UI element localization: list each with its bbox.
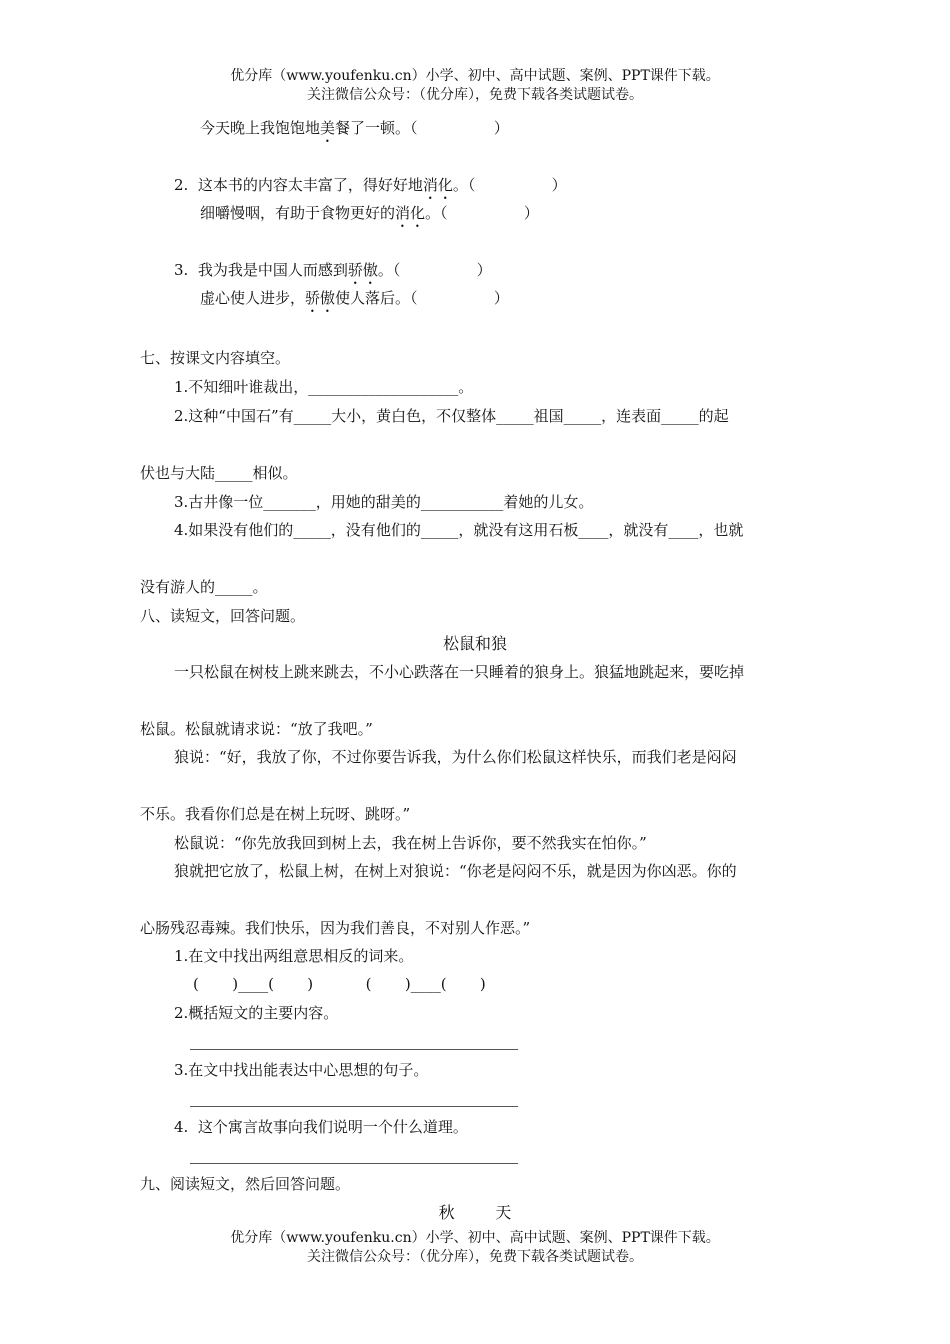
- passage-p3: 松鼠说：“你先放我回到树上去，我在树上告诉你，要不然我实在怕你。”: [174, 834, 647, 852]
- emphasis-word: 骄傲: [347, 261, 378, 279]
- emphasis-word: 美: [320, 119, 336, 137]
- passage-p1a: 一只松鼠在树枝上跳来跳去，不小心跌落在一只睡着的狼身上。狼猛地跳起来，要吃掉: [174, 663, 745, 681]
- sec8-q4: 4. 这个寓言故事向我们说明一个什么道理。: [174, 1118, 468, 1136]
- sec8-q3: 3.在文中找出能表达中心思想的句子。: [174, 1061, 429, 1079]
- q6-3b: 虚心使人进步，骄傲使人落后。（ ）: [200, 289, 509, 307]
- sec8-q1-blanks: ( )____( ) ( )____( ): [193, 975, 486, 993]
- passage-p4b: 心肠残忍毒辣。我们快乐，因为我们善良，不对别人作恶。”: [140, 919, 531, 937]
- passage-p1b: 松鼠。松鼠就请求说：“放了我吧。”: [140, 720, 373, 738]
- answer-line: [190, 1106, 518, 1107]
- q6-2b: 细嚼慢咽，有助于食物更好的消化。（ ）: [200, 204, 539, 222]
- sec7-q4a: 4.如果没有他们的_____，没有他们的_____，就没有这用石板____，就没有____，也就: [174, 521, 744, 539]
- q6-3a: 3. 我为我是中国人而感到骄傲。（ ）: [174, 261, 492, 279]
- emphasis-word: 消化: [395, 204, 426, 222]
- header-line-2: 关注微信公众号：（优分库），免费下载各类试题试卷。: [307, 87, 643, 103]
- sec7-q1: 1.不知细叶谁裁出，____________________。: [174, 378, 474, 396]
- sec9-heading: 九、阅读短文，然后回答问题。: [140, 1175, 351, 1193]
- sec7-heading: 七、按课文内容填空。: [140, 349, 291, 367]
- emphasis-word: 骄傲: [305, 289, 336, 307]
- sec8-q2: 2.概括短文的主要内容。: [174, 1004, 339, 1022]
- header-line-1: 优分库（www.youfenku.cn）小学、初中、高中试题、案例、PPT课件下载。: [230, 68, 720, 84]
- footer-line-2: 关注微信公众号：（优分库），免费下载各类试题试卷。: [307, 1249, 643, 1265]
- sec7-q3: 3.古井像一位_______，用她的甜美的___________着她的儿女。: [174, 493, 594, 511]
- sec7-q2b: 伏也与大陆_____相似。: [140, 464, 298, 482]
- q6-2a: 2. 这本书的内容太丰富了，得好好地消化。（ ）: [174, 176, 567, 194]
- emphasis-word: 消化: [422, 176, 453, 194]
- passage-p2b: 不乐。我看你们总是在树上玩呀、跳呀。”: [140, 805, 411, 823]
- sec7-q2a: 2.这种“中国石”有_____大小，黄白色，不仅整体_____祖国_____，连表面_____的起: [174, 407, 729, 425]
- passage-p4a: 狼就把它放了，松鼠上树，在树上对狼说：“你老是闷闷不乐，就是因为你凶恶。你的: [174, 862, 737, 880]
- footer-line-1: 优分库（www.youfenku.cn）小学、初中、高中试题、案例、PPT课件下载。: [230, 1230, 720, 1246]
- sec8-heading: 八、读短文，回答问题。: [140, 607, 306, 625]
- sec7-q4b: 没有游人的_____。: [140, 578, 268, 596]
- answer-line: [190, 1049, 518, 1050]
- passage-title-autumn: 秋 天: [438, 1203, 512, 1222]
- passage-title: 松鼠和狼: [442, 634, 507, 653]
- passage-p2a: 狼说：“好，我放了你，不过你要告诉我，为什么你们松鼠这样快乐，而我们老是闷闷: [174, 748, 737, 766]
- answer-line: [190, 1163, 518, 1164]
- sec8-q1: 1.在文中找出两组意思相反的词来。: [174, 947, 414, 965]
- q6-1b: 今天晚上我饱饱地美餐了一顿。（ ）: [200, 119, 509, 137]
